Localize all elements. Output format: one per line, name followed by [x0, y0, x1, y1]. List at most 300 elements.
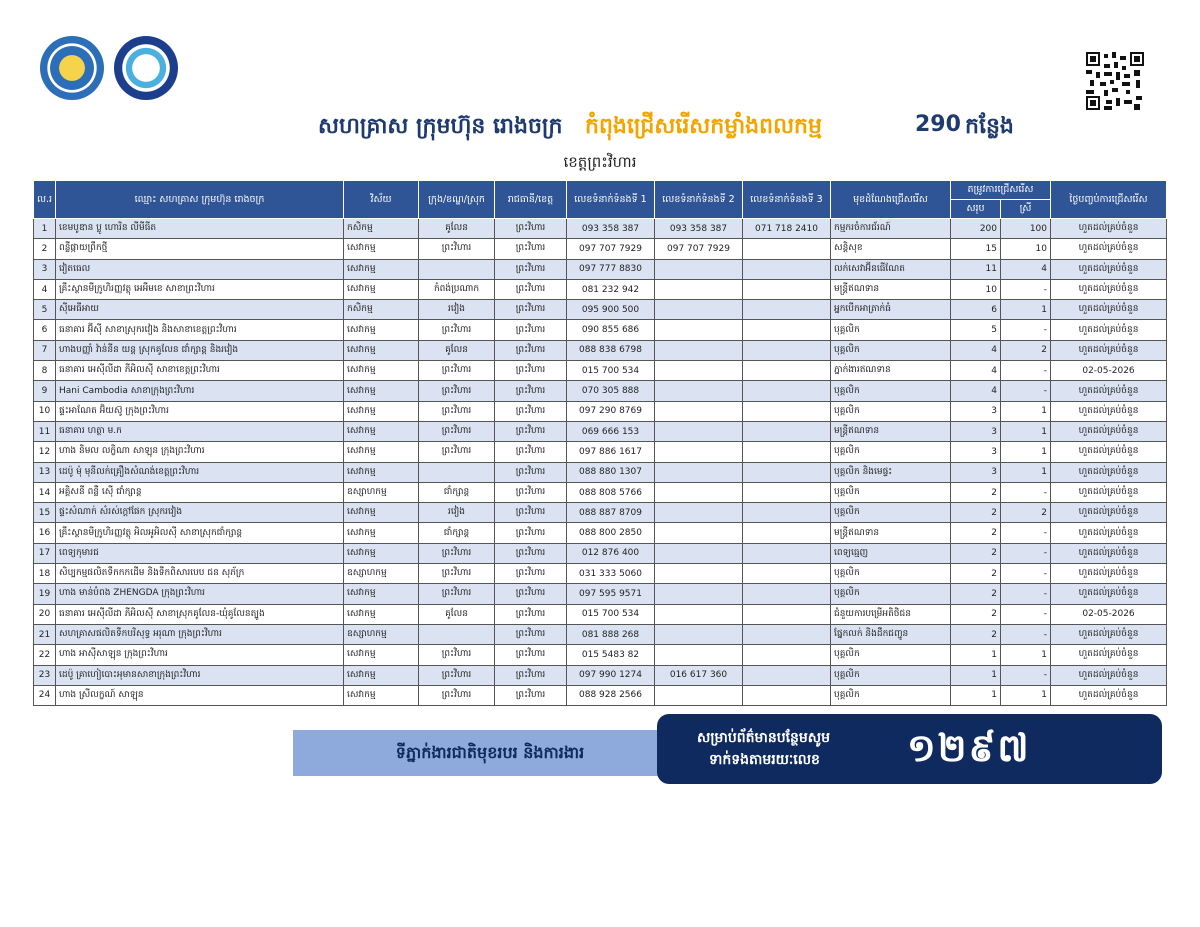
cell-deadline: ហួតដល់គ្រប់ចំនួន [1051, 279, 1167, 299]
cell-sector: សេវាកម្ម [344, 239, 419, 259]
cell-phone1: 097 777 8830 [567, 259, 655, 279]
col-phone1: លេខទំនាក់ទំនងទី 1 [567, 181, 655, 219]
cell-no: 3 [34, 259, 56, 279]
cell-total: 3 [951, 421, 1001, 441]
cell-position: ជំនួយការបម្រើអតិថិជន [831, 604, 951, 624]
cell-phone2 [655, 320, 743, 340]
cell-female: 2 [1001, 340, 1051, 360]
cell-no: 11 [34, 421, 56, 441]
cell-name: ដេប៉ូ ម៉ុ មុនីលក់គ្រឿងសំណង់ខេត្តព្រះវិហារ [56, 462, 344, 482]
cell-sector: សេវាកម្ម [344, 381, 419, 401]
table-row [34, 482, 1167, 502]
cell-phone1: 088 880 1307 [567, 462, 655, 482]
cell-name: ធនាគារ ហត្ថា ម.ក [56, 421, 344, 441]
cell-sector: សេវាកម្ម [344, 523, 419, 543]
cell-name: សិប្បកម្មផលិតទឹកកកដើម និងទឹកពិសារបេប ជន សុភ័ក្រ [56, 564, 344, 584]
cell-sector: សេវាកម្ម [344, 320, 419, 340]
cell-capital: ព្រះវិហារ [495, 564, 567, 584]
cell-district: ជាំក្សាន្ត [419, 482, 495, 502]
cell-capital: ព្រះវិហារ [495, 665, 567, 685]
cell-phone2 [655, 462, 743, 482]
col-district: ក្រុង/ខណ្ឌ/ស្រុក [419, 181, 495, 219]
cell-position: បុគ្គលិក [831, 442, 951, 462]
cell-capital: ព្រះវិហារ [495, 300, 567, 320]
cell-name: ដេប៉ូ គ្រាហៀបោះអុមានសាខាក្រុងព្រះវិហារ [56, 665, 344, 685]
cell-phone3 [743, 381, 831, 401]
cell-name: ហាង មាន់បំពង ZHENGDA ក្រុងព្រះវិហារ [56, 584, 344, 604]
cell-total: 1 [951, 665, 1001, 685]
cell-sector: សេវាកម្ម [344, 442, 419, 462]
cell-name: ធនាគារ អ៊ីស៊ី សាខាស្រុករវៀង និងសាខាខេត្តព្រះវិហារ [56, 320, 344, 340]
cell-phone1: 015 700 534 [567, 361, 655, 381]
cell-position: ពេទ្យធ្មេញ [831, 543, 951, 563]
cell-name: ស៊ីអេធីអាយ [56, 300, 344, 320]
cell-total: 2 [951, 523, 1001, 543]
cell-position: ផ្នែកលក់ និងដឹកជញ្ជូន [831, 624, 951, 644]
cell-phone2 [655, 685, 743, 705]
cell-phone3 [743, 685, 831, 705]
table-row [34, 584, 1167, 604]
cell-phone3 [743, 543, 831, 563]
cell-phone2 [655, 584, 743, 604]
col-phone2: លេខទំនាក់ទំនងទី 2 [655, 181, 743, 219]
cell-female: 2 [1001, 503, 1051, 523]
cell-total: 200 [951, 219, 1001, 239]
cell-phone3 [743, 462, 831, 482]
cell-capital: ព្រះវិហារ [495, 401, 567, 421]
cell-deadline: ហួតដល់គ្រប់ចំនួន [1051, 584, 1167, 604]
cell-deadline: 02-05-2026 [1051, 361, 1167, 381]
cell-total: 10 [951, 279, 1001, 299]
table-row [34, 624, 1167, 644]
table-row [34, 381, 1167, 401]
cell-total: 15 [951, 239, 1001, 259]
cell-sector: សេវាកម្ម [344, 584, 419, 604]
cell-position: ភ្នាក់ងារឥណទាន [831, 361, 951, 381]
cell-deadline: ហួតដល់គ្រប់ចំនួន [1051, 503, 1167, 523]
cell-phone2 [655, 259, 743, 279]
cell-phone3 [743, 259, 831, 279]
cell-sector: សេវាកម្ម [344, 665, 419, 685]
cell-deadline: ហួតដល់គ្រប់ចំនួន [1051, 685, 1167, 705]
cell-deadline: ហួតដល់គ្រប់ចំនួន [1051, 421, 1167, 441]
cell-deadline: ហួតដល់គ្រប់ចំនួន [1051, 462, 1167, 482]
cell-district: ព្រះវិហារ [419, 645, 495, 665]
cell-female: 1 [1001, 401, 1051, 421]
cell-total: 4 [951, 361, 1001, 381]
cell-no: 9 [34, 381, 56, 401]
col-need: តម្រូវការជ្រើសរើស [951, 181, 1051, 200]
cell-name: ហាងបញ្ញាំ វ៉ាន់នីន យន្ត ស្រុកគូលែន ជាំក្សាន្ត និងរវៀង [56, 340, 344, 360]
cell-no: 10 [34, 401, 56, 421]
cell-female: 10 [1001, 239, 1051, 259]
table-row [34, 300, 1167, 320]
cell-name: គ្រឹះស្ថានមីក្រូហិរញ្ញវត្ថុ អេអឹមខេ សាខាព្រះវិហារ [56, 279, 344, 299]
col-name: ឈ្មោះ សហគ្រាស ក្រុមហ៊ុន រោងចក្រ [56, 181, 344, 219]
cell-total: 6 [951, 300, 1001, 320]
cell-name: ផ្ទះសំណាក់ សំរស់ក្តៅផែក ស្រុករវៀង [56, 503, 344, 523]
cell-no: 8 [34, 361, 56, 381]
cell-district: ព្រះវិហារ [419, 381, 495, 401]
cell-no: 20 [34, 604, 56, 624]
cell-total: 2 [951, 482, 1001, 502]
cell-position: បុគ្គលិក [831, 381, 951, 401]
cell-capital: ព្រះវិហារ [495, 624, 567, 644]
cell-sector: ឧស្សាហកម្ម [344, 624, 419, 644]
cell-capital: ព្រះវិហារ [495, 421, 567, 441]
cell-no: 17 [34, 543, 56, 563]
cell-sector: សេវាកម្ម [344, 543, 419, 563]
cell-deadline: ហួតដល់គ្រប់ចំនួន [1051, 320, 1167, 340]
col-position: មុខដំណែងជ្រើសរើស [831, 181, 951, 219]
contact-line2: ទាក់ទងតាមរយៈលេខ [709, 752, 820, 768]
table-row [34, 219, 1167, 239]
ministry-seal-logo [40, 36, 104, 100]
cell-phone1: 088 928 2566 [567, 685, 655, 705]
table-row [34, 361, 1167, 381]
cell-capital: ព្រះវិហារ [495, 462, 567, 482]
cell-capital: ព្រះវិហារ [495, 584, 567, 604]
cell-phone1: 081 888 268 [567, 624, 655, 644]
cell-total: 1 [951, 645, 1001, 665]
cell-total: 11 [951, 259, 1001, 279]
cell-name: គ្រឹះស្ថានមីក្រូហិរញ្ញវត្ថុ អិលអូអិលស៊ី សាខាស្រុកជាំក្សាន្ត [56, 523, 344, 543]
cell-sector: ឧស្សាហកម្ម [344, 564, 419, 584]
cell-sector: កសិកម្ម [344, 219, 419, 239]
cell-position: បុគ្គលិក [831, 645, 951, 665]
cell-district: រវៀង [419, 503, 495, 523]
cell-female: 100 [1001, 219, 1051, 239]
cell-phone3 [743, 239, 831, 259]
cell-female: - [1001, 624, 1051, 644]
cell-total: 3 [951, 462, 1001, 482]
cell-phone3 [743, 645, 831, 665]
cell-capital: ព្រះវិហារ [495, 239, 567, 259]
cell-district: គូលែន [419, 219, 495, 239]
table-row [34, 685, 1167, 705]
cell-total: 2 [951, 604, 1001, 624]
cell-capital: ព្រះវិហារ [495, 604, 567, 624]
cell-name: ហាង និមល លក្ខិណា សាឡុន ក្រុងព្រះវិហារ [56, 442, 344, 462]
cell-sector: សេវាកម្ម [344, 685, 419, 705]
cell-deadline: ហួតដល់គ្រប់ចំនួន [1051, 645, 1167, 665]
cell-position: បុគ្គលិក [831, 564, 951, 584]
cell-phone1: 088 808 5766 [567, 482, 655, 502]
cell-sector: ឧស្សាហកម្ម [344, 482, 419, 502]
cell-phone1: 088 800 2850 [567, 523, 655, 543]
table-row [34, 645, 1167, 665]
cell-female: 1 [1001, 462, 1051, 482]
cell-district: ជាំក្សាន្ត [419, 523, 495, 543]
cell-name: វៀតធេល [56, 259, 344, 279]
cell-female: - [1001, 665, 1051, 685]
cell-position: បុគ្គលិក [831, 665, 951, 685]
cell-phone3 [743, 665, 831, 685]
cell-position: បុគ្គលិក [831, 320, 951, 340]
cell-sector: សេវាកម្ម [344, 421, 419, 441]
qr-code-icon [1086, 52, 1144, 110]
cell-phone1: 095 900 500 [567, 300, 655, 320]
cell-no: 6 [34, 320, 56, 340]
cell-district: គូលែន [419, 340, 495, 360]
cell-total: 2 [951, 624, 1001, 644]
table-row [34, 320, 1167, 340]
cell-female: 1 [1001, 421, 1051, 441]
cell-phone1: 097 990 1274 [567, 665, 655, 685]
cell-capital: ព្រះវិហារ [495, 279, 567, 299]
cell-capital: ព្រះវិហារ [495, 482, 567, 502]
col-female: ស្រី [1001, 200, 1051, 219]
cell-deadline: ហួតដល់គ្រប់ចំនួន [1051, 381, 1167, 401]
cell-no: 5 [34, 300, 56, 320]
cell-phone3 [743, 564, 831, 584]
cell-deadline: ហួតដល់គ្រប់ចំនួន [1051, 564, 1167, 584]
cell-district: ព្រះវិហារ [419, 543, 495, 563]
cell-deadline: ហួតដល់គ្រប់ចំនួន [1051, 482, 1167, 502]
cell-female: 4 [1001, 259, 1051, 279]
cell-phone1: 097 707 7929 [567, 239, 655, 259]
cell-phone2 [655, 381, 743, 401]
cell-no: 18 [34, 564, 56, 584]
table-row [34, 239, 1167, 259]
cell-position: មន្ត្រីឥណទាន [831, 279, 951, 299]
contact-line1: សម្រាប់ព័ត៌មានបន្ថែមសូម [697, 730, 831, 746]
cell-name: ពេទ្យកុមារជ [56, 543, 344, 563]
cell-sector: សេវាកម្ម [344, 462, 419, 482]
cell-phone1: 088 887 8709 [567, 503, 655, 523]
cell-phone2 [655, 361, 743, 381]
table-row [34, 665, 1167, 685]
col-phone3: លេខទំនាក់ទំនងទី 3 [743, 181, 831, 219]
cell-position: អ្នកបើកអាត្រាក់ធំ [831, 300, 951, 320]
cell-total: 3 [951, 401, 1001, 421]
cell-name: សហគ្រាសផលិតទឹកបរិសុទ្ធ អរុណា ក្រុងព្រះវិហារ [56, 624, 344, 644]
table-row [34, 564, 1167, 584]
cell-district: ព្រះវិហារ [419, 584, 495, 604]
cell-female: 1 [1001, 645, 1051, 665]
cell-deadline: ហួតដល់គ្រប់ចំនួន [1051, 543, 1167, 563]
cell-female: - [1001, 584, 1051, 604]
cell-name: ហាង ស្រីលក្ខណ៍ សាឡុន [56, 685, 344, 705]
cell-phone3 [743, 624, 831, 644]
cell-district: ព្រះវិហារ [419, 401, 495, 421]
cell-phone3 [743, 584, 831, 604]
cell-phone2 [655, 564, 743, 584]
cell-deadline: ហួតដល់គ្រប់ចំនួន [1051, 401, 1167, 421]
logo-group [40, 36, 178, 100]
cell-total: 5 [951, 320, 1001, 340]
cell-phone1: 015 5483 82 [567, 645, 655, 665]
cell-position: សន្តិសុខ [831, 239, 951, 259]
cell-capital: ព្រះវិហារ [495, 340, 567, 360]
col-total: សរុប [951, 200, 1001, 219]
cell-phone1: 012 876 400 [567, 543, 655, 563]
cell-capital: ព្រះវិហារ [495, 645, 567, 665]
cell-district [419, 624, 495, 644]
title-main: សហគ្រាស ក្រុមហ៊ុន រោងចក្រ [318, 114, 563, 139]
cell-district: ព្រះវិហារ [419, 442, 495, 462]
cell-phone3 [743, 503, 831, 523]
cell-district: គូលែន [419, 604, 495, 624]
cell-name: ផ្ទះអាណែត អ៊ិយស៊ូ ក្រុងព្រះវិហារ [56, 401, 344, 421]
agency-banner: ទីភ្នាក់ងារជាតិមុខរបរ និងការងារ [293, 730, 687, 776]
cell-no: 13 [34, 462, 56, 482]
cell-sector: សេវាកម្ម [344, 401, 419, 421]
cell-phone1: 015 700 534 [567, 604, 655, 624]
cell-district: ព្រះវិហារ [419, 361, 495, 381]
title-highlight: កំពុងជ្រើសរើសកម្លាំងពលកម្ម [585, 114, 822, 139]
cell-phone3 [743, 604, 831, 624]
cell-district: ព្រះវិហារ [419, 421, 495, 441]
cell-no: 24 [34, 685, 56, 705]
cell-name: ធនាគារ អេស៊ីលីដា ភីអិលស៊ី សាខាស្រុកគូលែន-ឃុំគូលែនត្បូង [56, 604, 344, 624]
cell-phone2 [655, 645, 743, 665]
table-row [34, 462, 1167, 482]
col-deadline: ថ្ងៃបញ្ចប់ការជ្រើសរើស [1051, 181, 1167, 219]
cell-female: - [1001, 564, 1051, 584]
cell-phone3: 071 718 2410 [743, 219, 831, 239]
cell-district [419, 462, 495, 482]
cell-phone1: 093 358 387 [567, 219, 655, 239]
cell-name: ធនាគារ អេស៊ីលីដា ភីអិលស៊ី សាខាខេត្តព្រះវិហារ [56, 361, 344, 381]
cell-no: 4 [34, 279, 56, 299]
cell-no: 12 [34, 442, 56, 462]
cell-capital: ព្រះវិហារ [495, 442, 567, 462]
table-row [34, 421, 1167, 441]
cell-phone2: 097 707 7929 [655, 239, 743, 259]
cell-deadline: ហួតដល់គ្រប់ចំនួន [1051, 300, 1167, 320]
cell-position: បុគ្គលិក [831, 584, 951, 604]
cell-phone2 [655, 482, 743, 502]
cell-sector: សេវាកម្ម [344, 604, 419, 624]
cell-female: - [1001, 381, 1051, 401]
table-row [34, 259, 1167, 279]
cell-sector: សេវាកម្ម [344, 340, 419, 360]
cell-no: 2 [34, 239, 56, 259]
cell-phone1: 097 595 9571 [567, 584, 655, 604]
cell-position: បុគ្គលិក [831, 340, 951, 360]
cell-female: - [1001, 543, 1051, 563]
cell-total: 2 [951, 584, 1001, 604]
cell-deadline: ហួតដល់គ្រប់ចំនួន [1051, 624, 1167, 644]
cell-position: បុគ្គលិក [831, 401, 951, 421]
cell-total: 4 [951, 381, 1001, 401]
cell-phone1: 088 838 6798 [567, 340, 655, 360]
cell-no: 14 [34, 482, 56, 502]
cell-district: ព្រះវិហារ [419, 564, 495, 584]
cell-total: 4 [951, 340, 1001, 360]
cell-phone3 [743, 340, 831, 360]
cell-phone3 [743, 482, 831, 502]
hotline-box [657, 714, 1162, 784]
cell-capital: ព្រះវិហារ [495, 259, 567, 279]
cell-deadline: ហួតដល់គ្រប់ចំនួន [1051, 340, 1167, 360]
cell-phone3 [743, 421, 831, 441]
cell-phone1: 097 290 8769 [567, 401, 655, 421]
cell-phone2 [655, 279, 743, 299]
cell-phone2 [655, 523, 743, 543]
cell-no: 16 [34, 523, 56, 543]
cell-district: ព្រះវិហារ [419, 320, 495, 340]
cell-sector: សេវាកម្ម [344, 645, 419, 665]
cell-position: បុគ្គលិក និងមេផ្ទះ [831, 462, 951, 482]
cell-phone2: 093 358 387 [655, 219, 743, 239]
cell-total: 2 [951, 564, 1001, 584]
table-row [34, 604, 1167, 624]
cell-phone3 [743, 279, 831, 299]
cell-capital: ព្រះវិហារ [495, 381, 567, 401]
province-label: ខេត្តព្រះវិហារ [563, 153, 637, 171]
cell-position: លក់សេវាអ៊ីនធើណែត [831, 259, 951, 279]
title-row [0, 112, 1200, 146]
hotline-number[interactable]: ១២៩៧ [907, 726, 1031, 770]
cell-female: 1 [1001, 442, 1051, 462]
cell-phone2: 016 617 360 [655, 665, 743, 685]
cell-no: 15 [34, 503, 56, 523]
table-row [34, 442, 1167, 462]
cell-phone3 [743, 320, 831, 340]
col-capital: រាជធានី/ខេត្ត [495, 181, 567, 219]
cell-capital: ព្រះវិហារ [495, 219, 567, 239]
cell-capital: ព្រះវិហារ [495, 523, 567, 543]
cell-female: - [1001, 361, 1051, 381]
cell-no: 22 [34, 645, 56, 665]
cell-no: 19 [34, 584, 56, 604]
cell-phone2 [655, 401, 743, 421]
total-unit: កន្លែង [965, 114, 1014, 139]
col-no: ល.រ [34, 181, 56, 219]
cell-name: ពន្លឺផ្កាយព្រឹកថ្មី [56, 239, 344, 259]
table-row [34, 401, 1167, 421]
nea-logo [114, 36, 178, 100]
cell-name: អគ្គិសនី ពន្លឺ ស៊ើ ជាំក្សាន្ត [56, 482, 344, 502]
cell-district: ព្រះវិហារ [419, 685, 495, 705]
cell-female: - [1001, 523, 1051, 543]
cell-phone1: 069 666 153 [567, 421, 655, 441]
cell-female: - [1001, 320, 1051, 340]
cell-phone3 [743, 300, 831, 320]
table-row [34, 523, 1167, 543]
table-row [34, 279, 1167, 299]
cell-phone2 [655, 503, 743, 523]
cell-position: មន្ត្រីឥណទាន [831, 523, 951, 543]
cell-sector: សេវាកម្ម [344, 503, 419, 523]
col-sector: វិស័យ [344, 181, 419, 219]
cell-name: ខេមបូឌាន ប្លូ ហោរិន លីមីធីត [56, 219, 344, 239]
cell-phone3 [743, 523, 831, 543]
cell-female: 1 [1001, 685, 1051, 705]
cell-no: 7 [34, 340, 56, 360]
cell-phone2 [655, 604, 743, 624]
cell-sector: កសិកម្ម [344, 300, 419, 320]
cell-total: 2 [951, 503, 1001, 523]
cell-phone2 [655, 340, 743, 360]
cell-district: ព្រះវិហារ [419, 239, 495, 259]
cell-capital: ព្រះវិហារ [495, 320, 567, 340]
cell-female: - [1001, 482, 1051, 502]
cell-district [419, 259, 495, 279]
cell-position: បុគ្គលិក [831, 503, 951, 523]
job-table [33, 180, 1167, 706]
cell-position: មន្ត្រីឥណទាន [831, 421, 951, 441]
cell-phone2 [655, 624, 743, 644]
cell-phone2 [655, 421, 743, 441]
cell-position: កម្មករចំការជ័រណ៍ [831, 219, 951, 239]
cell-phone1: 090 855 686 [567, 320, 655, 340]
cell-no: 23 [34, 665, 56, 685]
cell-deadline: ហួតដល់គ្រប់ចំនួន [1051, 523, 1167, 543]
cell-capital: ព្រះវិហារ [495, 685, 567, 705]
